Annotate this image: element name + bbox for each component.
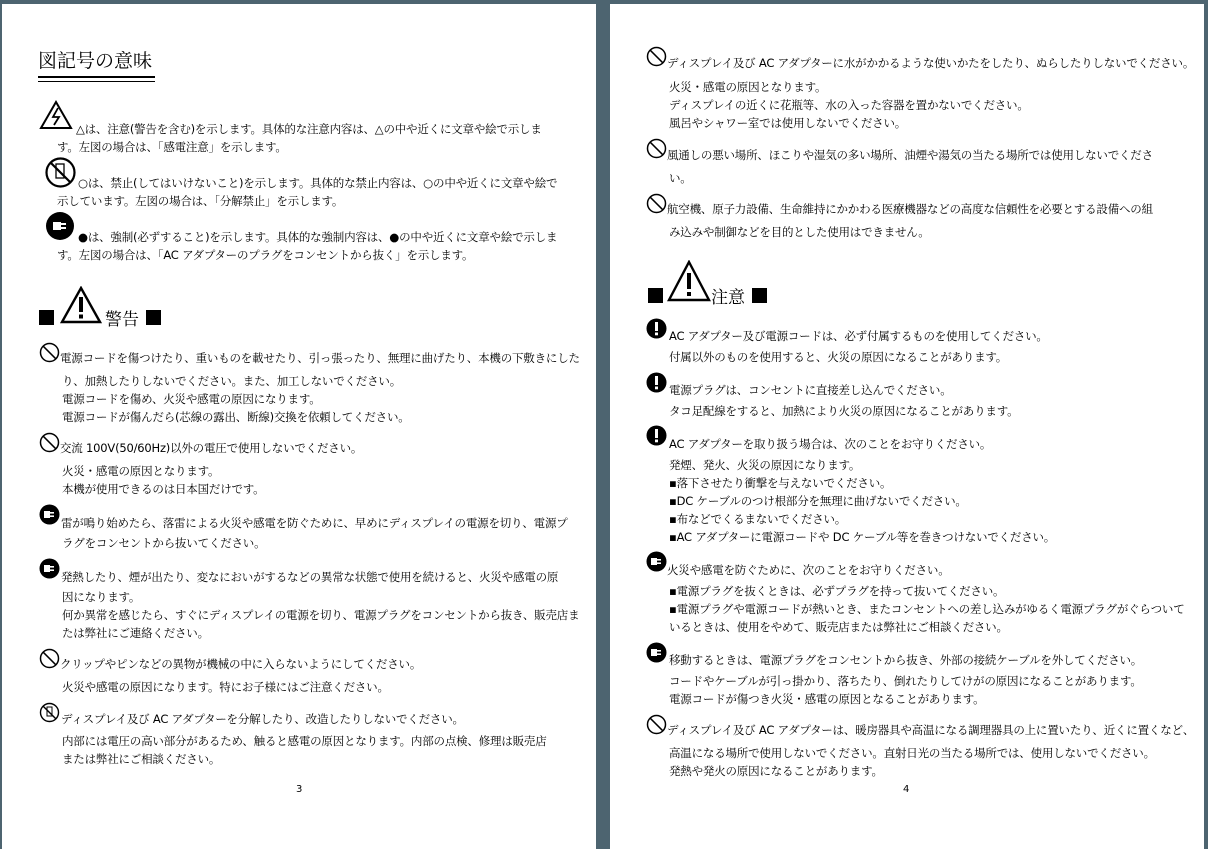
- caution-item-3-line1: AC アダプターを取り扱う場合は、次のことをお守りください。: [669, 437, 992, 451]
- caution-item-5-line1: 移動するときは、電源プラグをコンセントから抜き、外部の接続ケーブルを外してください。: [669, 653, 1143, 667]
- caution-item-4-line4: いるときは、使用をやめて、販売店または弊社にご相談ください。: [669, 620, 1008, 634]
- prohibition-icon: [646, 193, 667, 214]
- warning-item-7-line3: ディスプレイの近くに花瓶等、水の入った容器を置かないでください。: [669, 98, 1029, 112]
- caution-item-2-line1: 電源プラグは、コンセントに直接差し込んでください。: [669, 383, 952, 397]
- no-disassembly-icon: [44, 156, 77, 189]
- symbol-warning-text-line2: す。左図の場合は、「感電注意」を示します。: [57, 140, 287, 154]
- caution-item-6-line1: ディスプレイ及び AC アダプターは、暖房器具や高温になる調理器具の上に置いたり、近くに置くなど、: [667, 723, 1195, 737]
- warning-item-4-line2: 因になります。: [62, 590, 141, 604]
- warning-item-4-line1: 発熱したり、煙が出たり、変なにおいがするなどの異常な状態で使用を続けると、火災や感電の原: [61, 570, 559, 584]
- prohibition-icon: [646, 714, 667, 735]
- mandatory-icon: [646, 318, 667, 339]
- unplug-icon: [646, 551, 667, 572]
- no-disassembly-icon: [39, 702, 60, 723]
- caution-item-4-line1: 火災や感電を防ぐために、次のことをお守りください。: [667, 563, 950, 577]
- caution-item-3-line4: ▪DC ケーブルのつけ根部分を無理に曲げないでください。: [669, 494, 967, 508]
- caution-item-1-line2: 付属以外のものを使用すると、火災の原因になることがあります。: [669, 350, 1008, 364]
- caution-item-1-line1: AC アダプター及び電源コードは、必ず付属するものを使用してください。: [669, 329, 1048, 343]
- warning-heading-label: 警告: [105, 310, 139, 330]
- caution-item-3-line2: 発煙、発火、火災の原因になります。: [669, 458, 861, 472]
- warning-item-7-line1: ディスプレイ及び AC アダプターに水がかかるような使いかたをしたり、ぬらしたりしないでください。: [667, 56, 1195, 70]
- caution-item-2-line2: タコ足配線をすると、加熱により火災の原因になることがあります。: [669, 404, 1019, 418]
- page-number: 3: [296, 784, 303, 795]
- symbol-warning-text-line1: △は、注意(警告を含む)を示します。具体的な注意内容は、△の中や近くに文章や絵で示しま: [76, 122, 542, 136]
- warning-item-1-line2: り、加熱したりしないでください。また、加工しないでください。: [62, 374, 401, 388]
- prohibition-icon: [646, 138, 667, 159]
- warning-item-3-line1: 雷が鳴り始めたら、落雷による火災や感電を防ぐために、早めにディスプレイの電源を切り、電源プ: [61, 516, 568, 530]
- warning-item-1-line3: 電源コードを傷め、火災や感電の原因になります。: [62, 392, 321, 406]
- unplug-icon: [646, 642, 667, 663]
- warning-item-6-line1: ディスプレイ及び AC アダプターを分解したり、改造したりしないでください。: [61, 712, 464, 726]
- unplug-icon: [44, 210, 76, 242]
- caution-item-6-line3: 発熱や発火の原因になることがあります。: [669, 764, 883, 778]
- warning-item-9-line1: 航空機、原子力設備、生命維持にかかわる医療機器などの高度な信頼性を必要とする設備への組: [667, 202, 1153, 216]
- warning-item-5-line2: 火災や感電の原因になります。特にお子様にはご注意ください。: [62, 680, 389, 694]
- heading-square-icon: [752, 288, 767, 303]
- caution-item-6-line2: 高温になる場所で使用しないでください。直射日光の当たる場所では、使用しないでください。: [669, 746, 1155, 760]
- caution-heading-label: 注意: [711, 288, 745, 308]
- warning-item-1-line1: 電源コードを傷つけたり、重いものを載せたり、引っ張ったり、無理に曲げたり、本機の下敷きにした: [60, 351, 580, 365]
- warning-item-6-line2: 内部には電圧の高い部分があるため、触ると感電の原因となります。内部の点検、修理は販売店: [62, 734, 547, 748]
- mandatory-icon: [646, 425, 667, 446]
- heading-square-icon: [648, 288, 663, 303]
- prohibition-icon: [39, 342, 60, 363]
- unplug-icon: [39, 558, 60, 579]
- mandatory-icon: [646, 372, 667, 393]
- warning-item-7-line2: 火災・感電の原因となります。: [669, 80, 827, 94]
- warning-item-6-line3: または弊社にご相談ください。: [62, 752, 221, 766]
- prohibition-icon: [646, 46, 667, 67]
- warning-item-4-line4: たは弊社にご連絡ください。: [62, 626, 209, 640]
- symbol-prohibit-text-line2: 示しています。左図の場合は、「分解禁止」を示します。: [57, 194, 344, 208]
- caution-item-3-line3: ▪落下させたり衝撃を与えないでください。: [669, 476, 892, 490]
- page-4: [610, 4, 1204, 849]
- warning-item-3-line2: ラグをコンセントから抜いてください。: [62, 536, 266, 550]
- title-underline-2: [38, 81, 155, 82]
- unplug-icon: [39, 504, 60, 525]
- warning-item-2-line1: 交流 100V(50/60Hz)以外の電圧で使用しないでください。: [60, 441, 363, 455]
- heading-square-icon: [146, 310, 161, 325]
- warning-item-5-line1: クリップやピンなどの異物が機械の中に入らないようにしてください。: [60, 657, 422, 671]
- warning-item-2-line2: 火災・感電の原因となります。: [62, 464, 220, 478]
- page-3: [2, 4, 596, 849]
- warning-item-4-line3: 何か異常を感じたら、すぐにディスプレイの電源を切り、電源プラグをコンセントから抜き、販売店ま: [62, 608, 580, 622]
- warning-item-2-line3: 本機が使用できるのは日本国だけです。: [62, 482, 265, 496]
- symbol-prohibit-text-line1: ○は、禁止(してはいけないこと)を示します。具体的な禁止内容は、○の中や近くに文章や絵で: [78, 176, 558, 190]
- caution-triangle-icon: [667, 260, 711, 302]
- warning-triangle-icon: [60, 286, 102, 324]
- caution-item-3-line6: ▪AC アダプターに電源コードや DC ケーブル等を巻きつけないでください。: [669, 530, 1056, 544]
- warning-item-8-line2: い。: [669, 171, 692, 185]
- electric-shock-warning-icon: [39, 100, 73, 130]
- caution-item-5-line3: 電源コードが傷つき火災・感電の原因となることがあります。: [669, 692, 985, 706]
- symbol-mandatory-text-line2: す。左図の場合は、「AC アダプターのプラグをコンセントから抜く」を示します。: [57, 248, 474, 262]
- page-title: 図記号の意味: [38, 50, 153, 72]
- title-underline: [38, 76, 155, 78]
- warning-item-9-line2: み込みや制御などを目的とした使用はできません。: [669, 225, 930, 239]
- caution-heading: [648, 260, 788, 308]
- caution-item-5-line2: コードやケーブルが引っ掛かり、落ちたり、倒れたりしてけがの原因になることがあります。: [669, 674, 1142, 688]
- caution-item-4-line2: ▪電源プラグを抜くときは、必ずプラグを持って抜いてください。: [669, 584, 1005, 598]
- prohibition-icon: [39, 432, 60, 453]
- heading-square-icon: [39, 310, 54, 325]
- caution-item-4-line3: ▪電源プラグや電源コードが熱いとき、またコンセントへの差し込みがゆるく電源プラグがぐらついて: [669, 602, 1185, 616]
- caution-item-3-line5: ▪布などでくるまないでください。: [669, 512, 847, 526]
- warning-item-8-line1: 風通しの悪い場所、ほこりや湿気の多い場所、油煙や湯気の当たる場所では使用しないでくださ: [667, 148, 1153, 162]
- prohibition-icon: [39, 648, 60, 669]
- symbol-mandatory-text-line1: ●は、強制(必ずすること)を示します。具体的な強制内容は、●の中や近くに文章や絵で示しま: [78, 230, 558, 244]
- warning-item-7-line4: 風呂やシャワー室では使用しないでください。: [669, 116, 907, 130]
- page-number: 4: [903, 784, 910, 795]
- warning-item-1-line4: 電源コードが傷んだら(芯線の露出、断線)交換を依頼してください。: [62, 410, 410, 424]
